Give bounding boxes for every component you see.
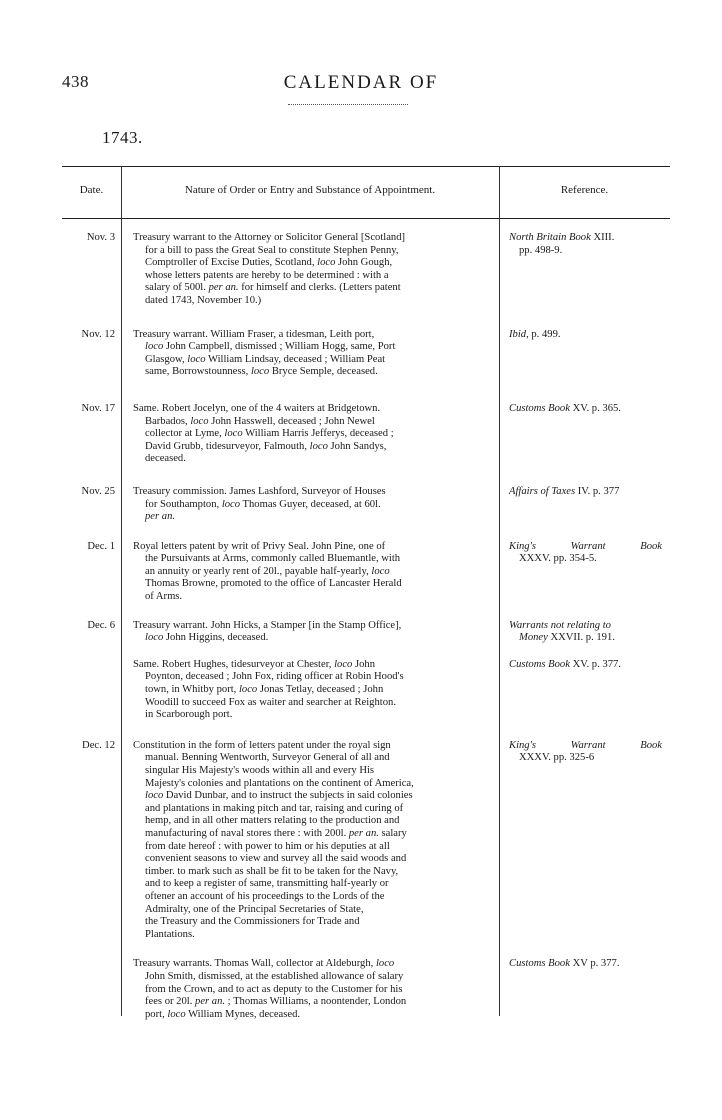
page-number: 438 (62, 72, 89, 91)
entry-line: Treasury warrant to the Attorney or Solicitor General [Scotland] (133, 232, 406, 243)
running-title: CALENDAR OF (283, 72, 439, 93)
entry-line: Thomas Browne, promoted to the office of Lancaster Herald (145, 578, 402, 590)
header-rule (62, 218, 670, 219)
entry-date: Dec. 1 (87, 540, 115, 552)
reference-line: King's Warrant Book (509, 540, 662, 552)
table-row (62, 541, 670, 604)
entry-line: loco John Campbell, dismissed ; William Hogg, same, Port (145, 341, 396, 353)
entry-line: an annuity or yearly rent of 20l., payable half-yearly, loco (145, 565, 390, 577)
entry-line: and plantations in making pitch and tar, raising and curing of (145, 802, 404, 814)
entry-text (121, 403, 499, 466)
entry-line: Woodill to succeed Fox as waiter and searcher at Reighton. (145, 696, 396, 708)
entry-reference (499, 541, 670, 604)
entry-line: port, loco William Mynes, deceased. (145, 1008, 301, 1020)
entry-line: from the Crown, and to act as deputy to the Customer for his (145, 983, 403, 995)
entry-line: collector at Lyme, loco William Harris Jefferys, deceased ; (145, 428, 394, 440)
entry-reference (499, 329, 670, 379)
entry-line: dated 1743, November 10.) (145, 294, 262, 306)
entry-date (62, 659, 121, 722)
entry-line: town, in Whitby port, loco Jonas Tetlay, deceased ; John (145, 684, 384, 696)
entry-line: hemp, and in all other matters relating to the production and (145, 815, 400, 827)
top-rule (62, 166, 670, 167)
reference-line: Warrants not relating to (509, 619, 611, 631)
reference-line: XXXV. pp. 354-5. (519, 553, 597, 565)
reference-line: Customs Book XV p. 377. (509, 958, 620, 970)
entry-line: Same. Robert Jocelyn, one of the 4 waiters at Bridgetown. (133, 402, 381, 414)
entry-line: Plantations. (145, 928, 195, 940)
entry-line: John Smith, dismissed, at the established allowance of salary (145, 970, 404, 982)
entry-text (121, 329, 499, 379)
reference-line: pp. 498-9. (519, 244, 563, 256)
reference-line: North Britain Book XIII. (509, 232, 615, 243)
entry-text (121, 958, 499, 1021)
entry-line: same, Borrowstounness, loco Bryce Semple, deceased. (145, 366, 378, 378)
entry-line: Treasury commission. James Lashford, Surveyor of Houses (133, 485, 386, 497)
reference-line: King's Warrant Book (509, 739, 662, 751)
entry-line: Glasgow, loco William Lindsay, deceased ; William Peat (145, 353, 386, 365)
entry-reference (499, 958, 670, 1021)
entry-line: Admiralty, one of the Principal Secretaries of State, (145, 903, 364, 915)
entry-line: of Arms. (145, 591, 183, 603)
entry-line: loco David Dunbar, and to instruct the subjects in said colonies (145, 790, 413, 802)
reference-line: Customs Book XV. p. 365. (509, 402, 621, 414)
entry-reference (499, 403, 670, 466)
reference-line: XXXV. pp. 325-6 (519, 752, 595, 764)
entry-line: from date hereof : with power to him or his deputies at all (145, 840, 390, 852)
entry-line: Treasury warrants. Thomas Wall, collector at Aldeburgh, loco (133, 958, 395, 970)
entry-line: singular His Majesty's woods within all and every His (145, 765, 375, 776)
entry-line: Barbados, loco John Hasswell, deceased ; John Newel (145, 415, 375, 427)
entry-reference (499, 486, 670, 524)
entry-line: oftener an account of his proceedings to the Lords of the (145, 890, 385, 902)
entry-text (121, 740, 499, 942)
table-row (62, 620, 670, 645)
entry-line: manual. Benning Wentworth, Surveyor General of all and (145, 752, 390, 764)
entry-line: timber. to mark such as shall be fit to be taken for the Navy, (145, 865, 399, 877)
entry-reference (499, 232, 670, 308)
entry-date (62, 958, 121, 1021)
entry-text (121, 541, 499, 604)
entry-date: Nov. 25 (81, 485, 115, 497)
entry-line: Same. Robert Hughes, tidesurveyor at Chester, loco John (133, 658, 376, 670)
entry-line: salary of 500l. per an. for himself and clerks. (Letters patent (145, 282, 401, 294)
entry-date: Nov. 12 (81, 328, 115, 340)
entry-line: loco John Higgins, deceased. (145, 632, 269, 644)
entry-line: Treasury warrant. John Hicks, a Stamper [in the Stamp Office], (133, 619, 402, 631)
entry-text (121, 486, 499, 524)
entry-reference (499, 620, 670, 645)
entry-date: Dec. 12 (82, 739, 115, 751)
entry-line: Constitution in the form of letters patent under the royal sign (133, 739, 391, 751)
entry-reference (499, 659, 670, 722)
entry-line: Treasury warrant. William Fraser, a tidesman, Leith port, (133, 328, 375, 340)
reference-line: Affairs of Taxes IV. p. 377 (509, 485, 620, 497)
entry-line: Majesty's colonies and plantations on the continent of America, (145, 777, 414, 789)
entry-line: whose letters patents are hereby to be determined : with a (145, 269, 389, 281)
entry-line: convenient seasons to view and survey all the said woods and (145, 853, 407, 865)
year-heading: 1743. (102, 128, 143, 147)
reference-line: Customs Book XV. p. 377. (509, 658, 621, 670)
entry-line: Royal letters patent by writ of Privy Seal. John Pine, one of (133, 540, 386, 552)
title-rule (288, 104, 408, 105)
entry-text (121, 659, 499, 722)
entry-date: Nov. 3 (86, 232, 115, 243)
header-reference: Reference. (560, 184, 609, 196)
reference-line: Money XXVII. p. 191. (519, 632, 615, 644)
entry-date: Dec. 6 (87, 619, 115, 631)
entry-text (121, 232, 499, 308)
entry-line: per an. (145, 511, 176, 523)
entry-line: for Southampton, loco Thomas Guyer, deceased, at 60l. (145, 498, 381, 510)
table-row (62, 329, 670, 379)
table-row (62, 403, 670, 466)
entry-line: manufacturing of naval stores there : with 200l. per an. salary (145, 827, 407, 839)
entry-line: Poynton, deceased ; John Fox, riding officer at Robin Hood's (145, 671, 404, 683)
entry-line: deceased. (145, 453, 186, 465)
entry-line: in Scarborough port. (145, 709, 233, 721)
entry-text (121, 620, 499, 645)
table-row (62, 486, 670, 524)
entry-line: the Pursuivants at Arms, commonly called Bluemantle, with (145, 553, 401, 565)
entry-line: for a bill to pass the Great Seal to constitute Stephen Penny, (145, 244, 399, 256)
entry-line: and to keep a register of same, transmitting half-yearly or (145, 878, 389, 890)
reference-line: Ibid, p. 499. (509, 328, 561, 340)
table-row (62, 740, 670, 942)
entry-line: the Treasury and the Commissioners for Trade and (145, 916, 360, 928)
entry-line: Comptroller of Excise Duties, Scotland, loco John Gough, (145, 257, 393, 269)
entries-table-body (62, 232, 670, 1021)
entry-reference (499, 740, 670, 942)
table-row (62, 659, 670, 722)
table-row (62, 232, 670, 308)
entry-date: Nov. 17 (81, 402, 115, 414)
header-nature: Nature of Order or Entry and Substance of Appointment. (184, 184, 436, 196)
table-row (62, 958, 670, 1021)
entry-line: fees or 20l. per an. ; Thomas Williams, a noontender, London (145, 996, 407, 1008)
entry-line: David Grubb, tidesurveyor, Falmouth, loco John Sandys, (145, 440, 387, 452)
header-date: Date. (79, 184, 104, 196)
